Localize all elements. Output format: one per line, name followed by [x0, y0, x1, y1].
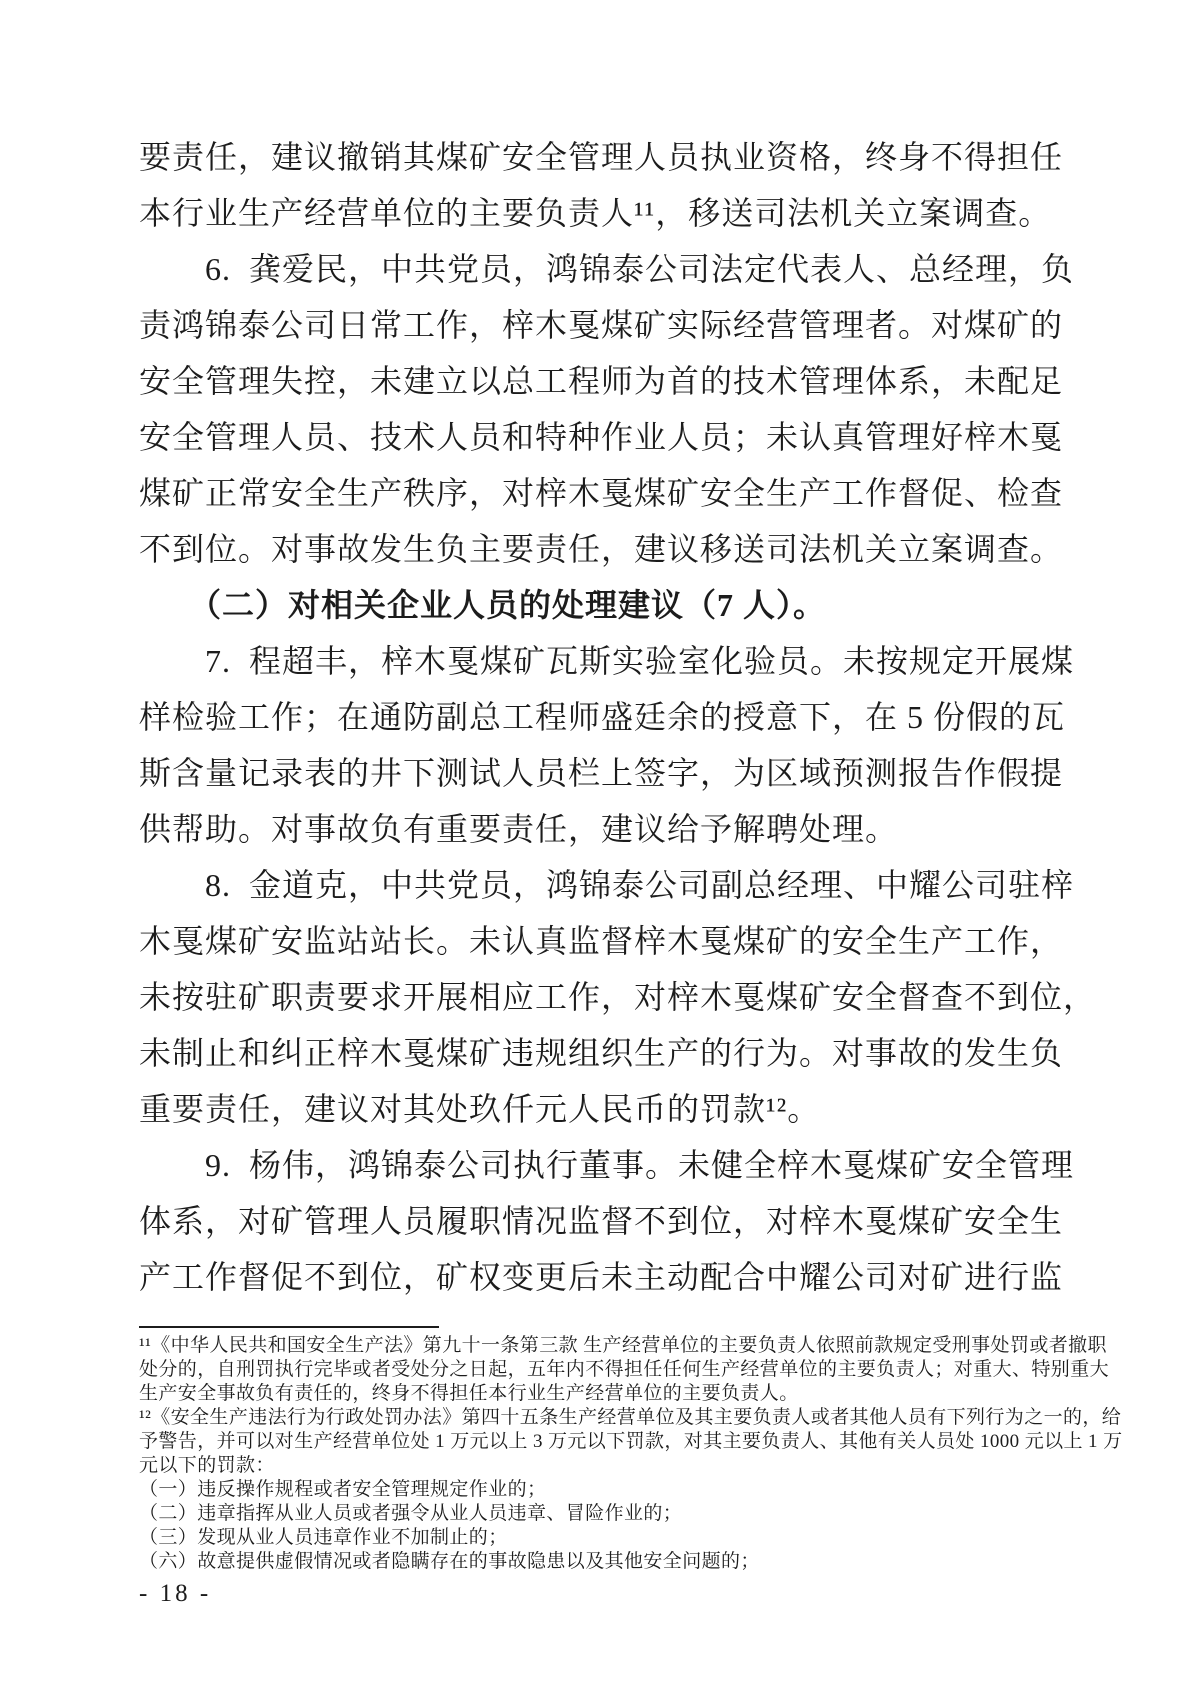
footnote-text-line: ¹¹《中华人民共和国安全生产法》第九十一条第三款 生产经营单位的主要负责人依照前款规定受刑事处罚或者撤职 — [139, 1335, 1107, 1356]
footnotes-block — [139, 1334, 1123, 1574]
body-text-line: 不到位。对事故发生负主要责任，建议移送司法机关立案调查。 — [139, 531, 1064, 567]
body-text-line: 斯含量记录表的井下测试人员栏上签字，为区域预测报告作假提 — [139, 755, 1064, 791]
body-text-line: （二）对相关企业人员的处理建议（7 人）。 — [139, 587, 827, 623]
body-text-line: 体系，对矿管理人员履职情况监督不到位，对梓木戛煤矿安全生 — [139, 1203, 1064, 1239]
footnote-separator — [139, 1326, 439, 1328]
footnote-text-line: （三）发现从业人员违章作业不加制止的； — [139, 1527, 508, 1548]
footnote-text-line: 生产安全事故负有责任的，终身不得担任本行业生产经营单位的主要负责人。 — [139, 1383, 799, 1404]
body-text-line: 8. 金道克，中共党员，鸿锦泰公司副总经理、中耀公司驻梓 — [139, 867, 1075, 903]
body-text-line: 要责任，建议撤销其煤矿安全管理人员执业资格，终身不得担任 — [139, 139, 1064, 175]
footnote-text-line: 元以下的罚款： — [139, 1455, 275, 1476]
footnote-text-line: （六）故意提供虚假情况或者隐瞒存在的事故隐患以及其他安全问题的； — [139, 1551, 760, 1572]
body-text-line: 未按驻矿职责要求开展相应工作，对梓木戛煤矿安全督查不到位， — [139, 979, 1097, 1015]
body-text-line: 煤矿正常安全生产秩序，对梓木戛煤矿安全生产工作督促、检查 — [139, 475, 1064, 511]
footnote-text-line: （一）违反操作规程或者安全管理规定作业的； — [139, 1479, 547, 1500]
body-text-line: 未制止和纠正梓木戛煤矿违规组织生产的行为。对事故的发生负 — [139, 1035, 1064, 1071]
page-number: - 18 - — [139, 1580, 212, 1607]
body-text-line: 安全管理人员、技术人员和特种作业人员；未认真管理好梓木戛 — [139, 419, 1064, 455]
footnote-text-line: （二）违章指挥从业人员或者强令从业人员违章、冒险作业的； — [139, 1503, 683, 1524]
body-text-line: 供帮助。对事故负有重要责任，建议给予解聘处理。 — [139, 811, 899, 847]
body-text-line: 样检验工作；在通防副总工程师盛廷余的授意下，在 5 份假的瓦 — [139, 699, 1066, 735]
body-text-line: 产工作督促不到位，矿权变更后未主动配合中耀公司对矿进行监 — [139, 1259, 1064, 1295]
document-body-text — [139, 129, 1097, 1305]
body-text-line: 7. 程超丰，梓木戛煤矿瓦斯实验室化验员。未按规定开展煤 — [139, 643, 1075, 679]
body-text-line: 重要责任，建议对其处玖仟元人民币的罚款¹²。 — [139, 1091, 821, 1127]
body-text-line: 6. 龚爱民，中共党员，鸿锦泰公司法定代表人、总经理，负 — [139, 251, 1075, 287]
footnote-text-line: ¹²《安全生产违法行为行政处罚办法》第四十五条生产经营单位及其主要负责人或者其他人员有下列行为之一的，给 — [139, 1407, 1122, 1428]
body-text-line: 责鸿锦泰公司日常工作，梓木戛煤矿实际经营管理者。对煤矿的 — [139, 307, 1064, 343]
body-text-line: 9. 杨伟，鸿锦泰公司执行董事。未健全梓木戛煤矿安全管理 — [139, 1147, 1075, 1183]
body-text-line: 木戛煤矿安监站站长。未认真监督梓木戛煤矿的安全生产工作， — [139, 923, 1064, 959]
body-text-line: 安全管理失控，未建立以总工程师为首的技术管理体系，未配足 — [139, 363, 1064, 399]
footnote-text-line: 予警告，并可以对生产经营单位处 1 万元以上 3 万元以下罚款，对其主要负责人、其他有关人员处 1000 元以上 1 万 — [139, 1431, 1123, 1452]
footnote-text-line: 处分的，自刑罚执行完毕或者受处分之日起，五年内不得担任任何生产经营单位的主要负责人；对重大、特别重大 — [139, 1359, 1110, 1380]
body-text-line: 本行业生产经营单位的主要负责人¹¹，移送司法机关立案调查。 — [139, 195, 1052, 231]
